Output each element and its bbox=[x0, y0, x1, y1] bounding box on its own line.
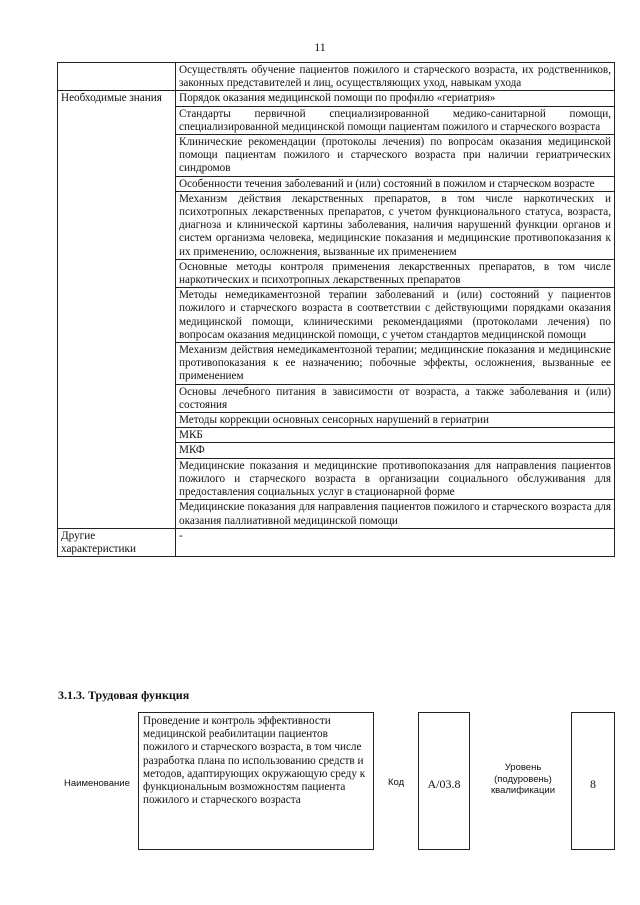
code-label: Код bbox=[388, 777, 405, 788]
qualification-level-value: 8 bbox=[571, 712, 615, 850]
requirement-item: Медицинские показания и медицинские противопоказания для направления пациентов пожилого и старческого возраста в организации социального обслуживания для предоставления социальных услуг в стационарной форме bbox=[176, 458, 615, 500]
requirement-item: Медицинские показания для направления пациентов пожилого и старческого возраста для оказания паллиативной медицинской помощи bbox=[176, 500, 615, 528]
requirement-item: Стандарты первичной специализированной медико-санитарной помощи, специализированной медицинской помощи пациентам пожилого и старческого возраста bbox=[176, 106, 615, 134]
requirements-table bbox=[57, 62, 615, 557]
requirement-item: Механизм действия немедикаментозной терапии; медицинские показания и медицинские противопоказания к ее назначению; побочные эффекты, осложнения, вызванные ее применением bbox=[176, 343, 615, 385]
name-label: Наименование bbox=[64, 778, 130, 789]
row-label bbox=[58, 63, 176, 91]
code-value: А/03.8 bbox=[418, 712, 470, 850]
page-number: 11 bbox=[314, 40, 326, 54]
section-heading: 3.1.3. Трудовая функция bbox=[58, 688, 190, 702]
requirement-item: МКБ bbox=[176, 428, 615, 443]
row-label: Другие характеристики bbox=[58, 528, 176, 556]
table-row bbox=[58, 528, 615, 556]
requirement-item: Особенности течения заболеваний и (или) состояний в пожилом и старческом возрасте bbox=[176, 176, 615, 191]
requirement-item: Механизм действия лекарственных препаратов, в том числе наркотических и психотропных лекарственных препаратов, с учетом функционального статуса, возраста, диагноза и клинической картины заболевания, наличия нарушений функции органов и систем организма человека, медицинские показания и медицинские противопоказания к их применению, осложнения, вызванные их применением bbox=[176, 191, 615, 259]
requirement-item: Методы немедикаментозной терапии заболеваний и (или) состояний у пациентов пожилого и старческого возраста в соответствии с действующими порядками оказания медицинской помощи, клиническими рекомендациями (протоколами лечения) по вопросам оказания медицинской помощи, с учетом стандартов медицинской помощи bbox=[176, 288, 615, 343]
row-label: Необходимые знания bbox=[58, 91, 176, 528]
requirement-item: Осуществлять обучение пациентов пожилого и старческого возраста, их родственников, законных представителей и лиц, осуществляющих уход, навыкам ухода bbox=[176, 63, 615, 91]
qualification-level-label: Уровень (подуровень) квалификации bbox=[490, 762, 556, 796]
requirement-item: Порядок оказания медицинской помощи по профилю «гериатрия» bbox=[176, 91, 615, 106]
requirement-item: Клинические рекомендации (протоколы лечения) по вопросам оказания медицинской помощи пациентам пожилого и старческого возраста при наличии гериатрических синдромов bbox=[176, 135, 615, 177]
requirement-item: Методы коррекции основных сенсорных нарушений в гериатрии bbox=[176, 413, 615, 428]
requirement-item: МКФ bbox=[176, 443, 615, 458]
requirement-item: Основы лечебного питания в зависимости от возраста, а также заболевания и (или) состояния bbox=[176, 384, 615, 412]
requirement-item: Основные методы контроля применения лекарственных препаратов, в том числе наркотических и психотропных лекарственных препаратов bbox=[176, 259, 615, 287]
table-row bbox=[58, 91, 615, 106]
labor-function-name: Проведение и контроль эффективности медицинской реабилитации пациентов пожилого и старческого возраста, в том числе разработка плана по использованию средств и методов, адаптирующих окружающую среду к функциональным возможностям пациента пожилого и старческого возраста bbox=[138, 712, 374, 850]
table-row bbox=[58, 63, 615, 91]
requirement-item: - bbox=[176, 528, 615, 556]
